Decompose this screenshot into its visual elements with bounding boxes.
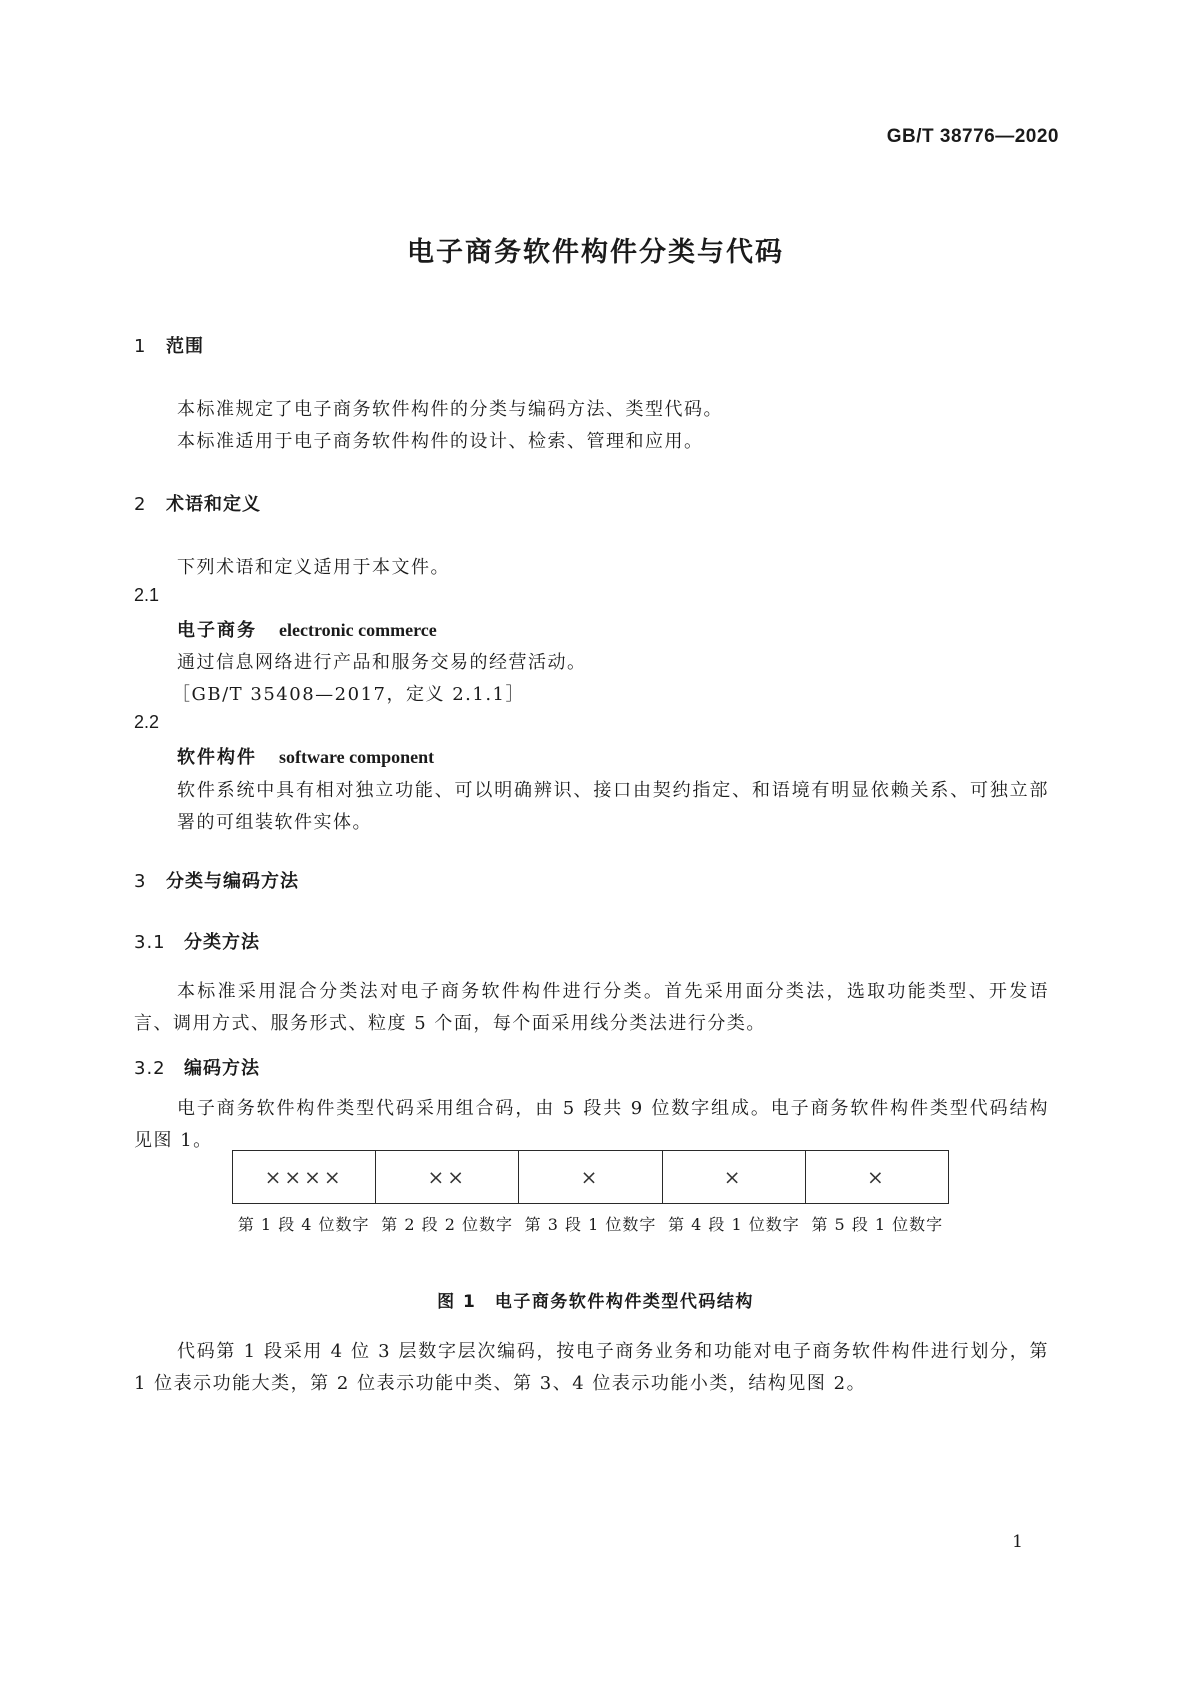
- paragraph: 下列术语和定义适用于本文件。: [177, 557, 450, 578]
- subsection-number: 3.2: [134, 1058, 166, 1079]
- code-segment-5: ×: [805, 1151, 948, 1204]
- subsection-title: 编码方法: [184, 1058, 260, 1079]
- code-segment-3: ×: [519, 1151, 662, 1204]
- section-number: 3: [134, 871, 147, 892]
- subsection-3-2-heading: [134, 1054, 260, 1080]
- section-title: 术语和定义: [166, 494, 261, 515]
- segment-label-3: 第 3 段 1 位数字: [524, 1215, 657, 1234]
- section-title: 范围: [166, 336, 204, 357]
- segment-label-1: 第 1 段 4 位数字: [237, 1215, 370, 1234]
- term-chinese: 软件构件: [177, 747, 257, 768]
- term-number: 2.1: [134, 585, 160, 605]
- paragraph: 电子商务软件构件类型代码采用组合码，由 5 段共 9 位数字组成。电子商务软件构件类型代码结构见图 1。: [134, 1098, 1049, 1151]
- paragraph: 本标准适用于电子商务软件构件的设计、检索、管理和应用。: [177, 431, 704, 452]
- term-number: 2.2: [134, 712, 160, 732]
- figure-caption: 图 1 电子商务软件构件类型代码结构: [437, 1292, 754, 1312]
- subsection-3-1-heading: [134, 928, 260, 954]
- code-segment-4: ×: [662, 1151, 805, 1204]
- table-row: [233, 1151, 949, 1204]
- segment-label-2: 第 2 段 2 位数字: [381, 1215, 513, 1234]
- term-entry: [177, 616, 437, 642]
- term-source: ［GB/T 35408—2017，定义 2.1.1］: [172, 684, 525, 705]
- section-2-heading: [134, 490, 261, 516]
- term-english: software component: [279, 747, 435, 767]
- section-number: 2: [134, 494, 147, 515]
- term-definition: 通过信息网络进行产品和服务交易的经营活动。: [177, 652, 587, 673]
- code-segment-1: ××××: [233, 1151, 376, 1204]
- paragraph: 代码第 1 段采用 4 位 3 层数字层次编码，按电子商务业务和功能对电子商务软件构件进行划分，第 1 位表示功能大类，第 2 位表示功能中类、第 3、4 位表示功能小类，结构见图 2。: [134, 1341, 1049, 1394]
- section-number: 1: [134, 336, 147, 357]
- subsection-title: 分类方法: [184, 932, 260, 953]
- page-number: 1: [1012, 1532, 1023, 1552]
- paragraph: 本标准采用混合分类法对电子商务软件构件进行分类。首先采用面分类法，选取功能类型、开发语言、调用方式、服务形式、粒度 5 个面，每个面采用线分类法进行分类。: [134, 981, 1049, 1034]
- term-definition: 软件系统中具有相对独立功能、可以明确辨识、接口由契约指定、和语境有明显依赖关系、可独立部署的可组装软件实体。: [177, 780, 1049, 833]
- standard-code: GB/T 38776—2020: [886, 126, 1059, 147]
- section-1-heading: [134, 332, 204, 358]
- term-chinese: 电子商务: [177, 620, 257, 641]
- code-segment-2: ××: [376, 1151, 519, 1204]
- section-3-heading: [134, 867, 299, 893]
- code-structure-table: [232, 1150, 949, 1204]
- segment-label-4: 第 4 段 1 位数字: [668, 1215, 800, 1234]
- section-title: 分类与编码方法: [166, 871, 299, 892]
- document-title: 电子商务软件构件分类与代码: [407, 237, 784, 268]
- segment-labels: [232, 1212, 949, 1235]
- term-english: electronic commerce: [279, 620, 437, 640]
- segment-label-5: 第 5 段 1 位数字: [811, 1215, 944, 1234]
- subsection-number: 3.1: [134, 932, 166, 953]
- term-entry: [177, 743, 434, 769]
- paragraph: 本标准规定了电子商务软件构件的分类与编码方法、类型代码。: [177, 399, 723, 420]
